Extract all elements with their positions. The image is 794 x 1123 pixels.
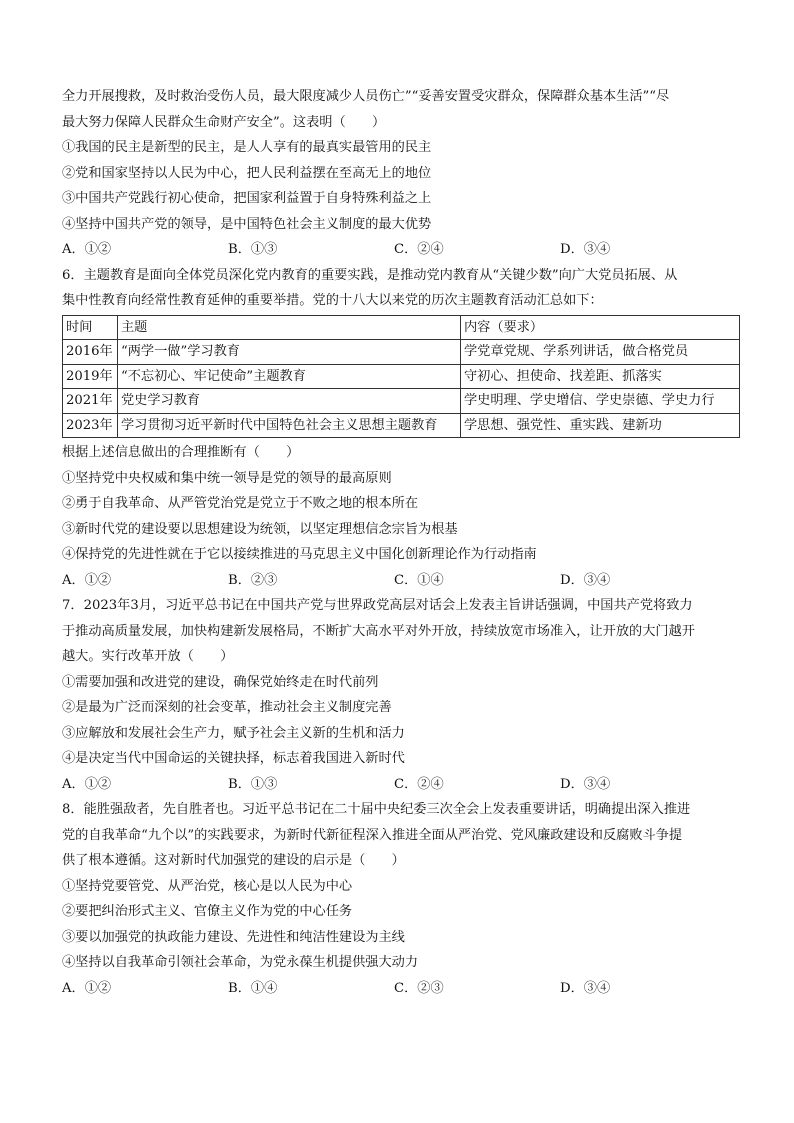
q5-stem-line-1: 全力开展搜救，及时救治受伤人员，最大限度减少人员伤亡”“妥善安置受灾群众，保障群众基本生活”“尽 — [62, 89, 670, 104]
table-header-time: 时间 — [63, 315, 118, 340]
q6-stem-line-2: 集中性教育向经常性教育延伸的重要举措。党的十八大以来党的历次主题教育活动汇总如下： — [62, 293, 603, 308]
q5-options — [62, 237, 742, 263]
question-5 — [62, 84, 742, 263]
table-header-content: 内容（要求） — [461, 315, 740, 340]
q5-item-3: ③中国共产党践行初心使命，把国家利益置于自身特殊利益之上 — [62, 191, 432, 206]
q7-item-1: ①需要加强和改进党的建设，确保党始终走在时代前列 — [62, 674, 379, 690]
q6-theme-education-table — [62, 315, 740, 439]
q8-stem-line-2: 党的自我革命“九个以”的实践要求，为新时代新征程深入推进全面从严治党、党风廉政建设和反腐败斗争提 — [62, 827, 683, 843]
q6-item-1: ①坚持党中央权威和集中统一领导是党的领导的最高原则 — [62, 470, 392, 486]
q6-options — [62, 568, 742, 594]
exam-page — [62, 84, 742, 1001]
q5-option-a[interactable]: A．①② — [62, 242, 112, 257]
q5-item-4: ④坚持中国共产党的领导，是中国特色社会主义制度的最大优势 — [62, 216, 432, 232]
q6-option-d[interactable]: D．③④ — [560, 572, 611, 588]
q7-item-4: ④是决定当代中国命运的关键抉择，标志着我国进入新时代 — [62, 751, 405, 766]
q7-options — [62, 772, 742, 798]
q5-option-b[interactable]: B．①③ — [228, 242, 278, 257]
q8-option-b[interactable]: B．①④ — [228, 980, 278, 996]
q8-item-4: ④坚持以自我革命引领社会革命，为党永葆生机提供强大动力 — [62, 955, 419, 970]
q8-item-2: ②要把纠治形式主义、官僚主义作为党的中心任务 — [62, 904, 353, 919]
q6-stem-line-1: 6．主题教育是面向全体党员深化党内教育的重要实践，是推动党内教育从“关键少数”向广大党员拓展、从 — [62, 267, 678, 283]
q7-option-c[interactable]: C．②④ — [394, 776, 444, 792]
table-row — [63, 389, 740, 414]
q6-prompt: 根据上述信息做出的合理推断有（ ） — [62, 445, 300, 460]
q8-option-a[interactable]: A．①② — [62, 980, 112, 996]
q7-option-d[interactable]: D．③④ — [560, 776, 611, 792]
table-cell-content: 守初心、担使命、找差距、抓落实 — [461, 364, 740, 389]
table-cell-theme: 学习贯彻习近平新时代中国特色社会主义思想主题教育 — [118, 413, 461, 438]
q7-stem-line-1: 7．2023年3月，习近平总书记在中国共产党与世界政党高层对话会上发表主旨讲话强调，中国共产党将致力 — [62, 598, 693, 613]
q7-stem-line-2: 于推动高质量发展，加快构建新发展格局，不断扩大高水平对外开放，持续放宽市场准入，让开放的大门越开 — [62, 623, 695, 639]
q8-item-1: ①坚持党要管党、从严治党，核心是以人民为中心 — [62, 878, 353, 894]
q8-stem-line-1: 8．能胜强敌者，先自胜者也。习近平总书记在二十届中央纪委三次全会上发表重要讲话，明确提出深入推进 — [62, 802, 691, 817]
q6-item-2: ②勇于自我革命、从严管党治党是党立于不败之地的根本所在 — [62, 496, 419, 511]
table-cell-content: 学史明理、学史增信、学史崇德、学史力行 — [461, 389, 740, 414]
q7-option-b[interactable]: B．①③ — [228, 776, 278, 792]
table-cell-year: 2021年 — [63, 389, 118, 414]
q6-option-b[interactable]: B．②③ — [228, 572, 278, 588]
table-header-theme: 主题 — [118, 315, 461, 340]
table-cell-year: 2023年 — [63, 413, 118, 438]
q5-option-c[interactable]: C．②④ — [394, 242, 444, 257]
q6-option-c[interactable]: C．①④ — [394, 572, 444, 588]
q5-option-d[interactable]: D．③④ — [560, 242, 611, 257]
table-row — [63, 364, 740, 389]
q7-item-2: ②是最为广泛而深刻的社会变革，推动社会主义制度完善 — [62, 700, 392, 715]
table-row — [63, 340, 740, 365]
q8-stem-line-3: 供了根本遵循。这对新时代加强党的建设的启示是（ ） — [62, 853, 405, 868]
table-cell-year: 2019年 — [63, 364, 118, 389]
q7-stem-line-3: 越大。实行改革开放（ ） — [62, 649, 234, 664]
q6-item-3: ③新时代党的建设要以思想建设为统领，以坚定理想信念宗旨为根基 — [62, 521, 458, 537]
table-cell-year: 2016年 — [63, 340, 118, 365]
table-cell-theme: “不忘初心、牢记使命”主题教育 — [118, 364, 461, 389]
table-cell-theme: 党史学习教育 — [118, 389, 461, 414]
q5-item-2: ②党和国家坚持以人民为中心，把人民利益摆在至高无上的地位 — [62, 165, 432, 181]
question-6 — [62, 263, 742, 594]
question-8 — [62, 797, 742, 1001]
q8-option-c[interactable]: C．②③ — [394, 980, 444, 996]
q5-item-1: ①我国的民主是新型的民主，是人人享有的最真实最管用的民主 — [62, 140, 432, 155]
q6-option-a[interactable]: A．①② — [62, 572, 112, 588]
q8-options — [62, 976, 742, 1002]
table-header-row — [63, 315, 740, 340]
q6-item-4: ④保持党的先进性就在于它以接续推进的马克思主义中国化创新理论作为行动指南 — [62, 547, 537, 562]
question-7 — [62, 593, 742, 797]
q5-stem-line-2: 最大努力保障人民群众生命财产安全”。这表明（ ） — [62, 114, 386, 130]
q8-option-d[interactable]: D．③④ — [560, 980, 611, 996]
q8-item-3: ③要以加强党的执政能力建设、先进性和纯洁性建设为主线 — [62, 929, 405, 945]
q7-item-3: ③应解放和发展社会生产力，赋予社会主义新的生机和活力 — [62, 725, 405, 741]
q7-option-a[interactable]: A．①② — [62, 776, 112, 792]
table-row — [63, 413, 740, 438]
table-cell-content: 学党章党规、学系列讲话，做合格党员 — [461, 340, 740, 365]
table-cell-content: 学思想、强党性、重实践、建新功 — [461, 413, 740, 438]
table-cell-theme: “两学一做”学习教育 — [118, 340, 461, 365]
